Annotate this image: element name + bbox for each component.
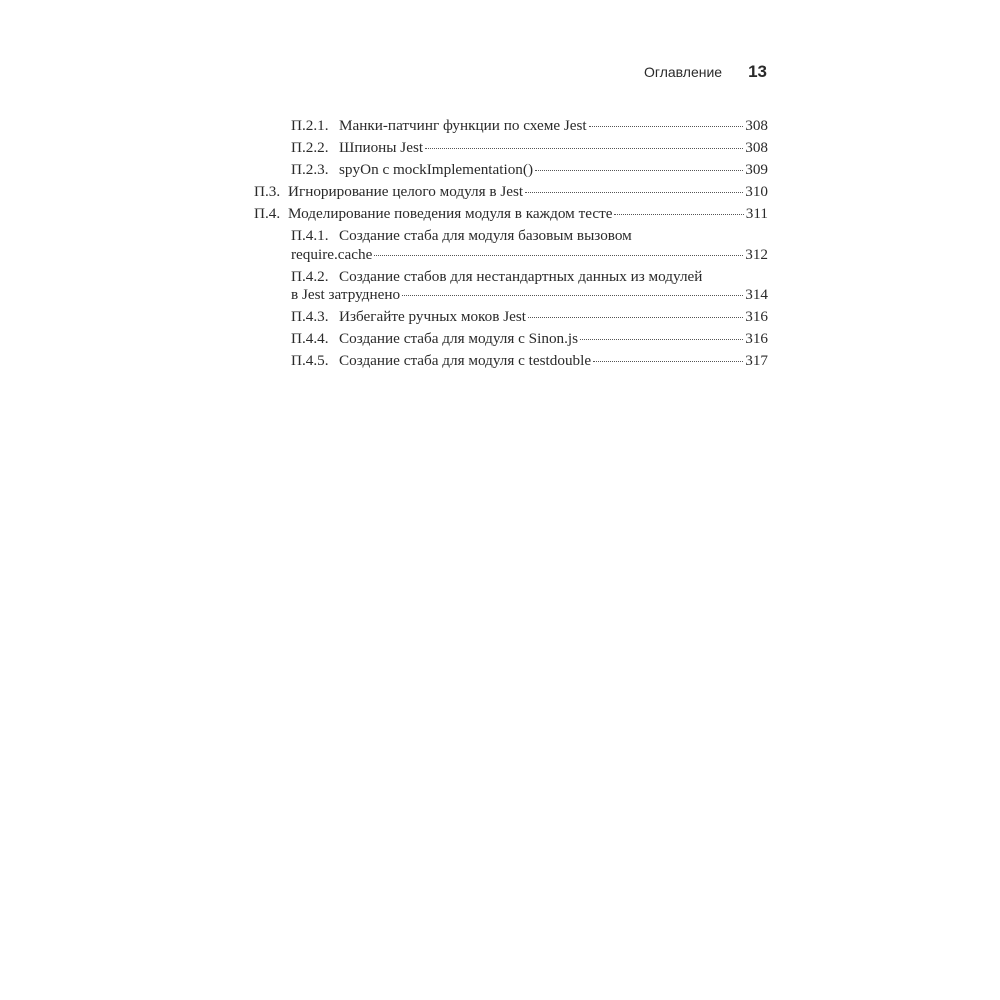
toc-entry-number: П.4.3. <box>291 308 329 325</box>
dot-leader <box>402 294 743 296</box>
toc-entry-page: 312 <box>745 245 768 263</box>
toc-entry-page: 308 <box>745 117 768 134</box>
dot-leader <box>593 360 743 362</box>
toc-entry-p-3 <box>254 183 768 202</box>
toc-entry-p-4-1-continuation <box>254 246 768 265</box>
toc-entry-title-line-1: Создание стабов для нестандартных данных из модулей <box>339 267 703 285</box>
toc-entry-title: Моделирование поведения модуля в каждом тесте <box>288 205 613 222</box>
toc-entry-p-4 <box>254 205 768 224</box>
toc-entry-p-2-2 <box>254 139 768 158</box>
toc-entry-title-line-1: Создание стаба для модуля базовым вызовом <box>339 227 632 244</box>
table-of-contents <box>254 117 768 371</box>
dot-leader <box>535 169 743 171</box>
toc-entry-number: П.3. <box>254 183 281 200</box>
toc-entry-p-4-3 <box>254 308 768 327</box>
toc-entry-title: Шпионы Jest <box>339 139 424 156</box>
toc-entry-number: П.4.4. <box>291 330 329 347</box>
toc-entry-page: 308 <box>745 139 768 156</box>
toc-entry-title: Манки-патчинг функции по схеме Jest <box>339 117 587 134</box>
toc-entry-title: Создание стаба для модуля с testdouble <box>339 352 592 369</box>
dot-leader <box>614 213 743 215</box>
toc-entry-title-line-2: require.cache <box>291 245 373 263</box>
toc-entry-page: 310 <box>745 183 768 200</box>
toc-entry-number: П.2.1. <box>291 117 329 134</box>
toc-entry-p-2-3 <box>254 161 768 180</box>
toc-entry-page: 309 <box>745 161 768 178</box>
dot-leader <box>580 338 743 340</box>
toc-entry-page: 316 <box>745 308 768 325</box>
page-number: 13 <box>748 62 767 81</box>
toc-entry-number: П.4.2. <box>291 267 329 285</box>
running-head <box>644 62 767 82</box>
dot-leader <box>374 254 743 256</box>
toc-entry-number: П.4.5. <box>291 352 329 369</box>
toc-entry-page: 317 <box>745 352 768 369</box>
toc-entry-page: 314 <box>745 286 768 303</box>
toc-entry-number: П.4.1. <box>291 227 329 244</box>
toc-entry-p-4-2-continuation <box>254 286 768 305</box>
toc-entry-page: 311 <box>745 205 768 222</box>
dot-leader <box>589 125 744 127</box>
toc-entry-title: Создание стаба для модуля с Sinon.js <box>339 330 579 347</box>
toc-entry-page: 316 <box>745 330 768 347</box>
dot-leader <box>528 316 743 318</box>
toc-entry-p-4-4 <box>254 330 768 349</box>
toc-entry-number: П.2.3. <box>291 161 329 178</box>
toc-entry-p-4-1 <box>254 227 768 246</box>
toc-entry-number: П.2.2. <box>291 139 329 156</box>
toc-entry-title: Игнорирование целого модуля в Jest <box>288 183 524 200</box>
toc-entry-p-2-1 <box>254 117 768 136</box>
dot-leader <box>425 147 743 149</box>
dot-leader <box>525 191 743 193</box>
toc-entry-title-line-2: в Jest затруднено <box>291 286 401 303</box>
toc-entry-p-4-5 <box>254 352 768 371</box>
section-title: Оглавление <box>644 64 723 80</box>
toc-entry-title: Избегайте ручных моков Jest <box>339 308 527 325</box>
toc-entry-title: spyOn с mockImplementation() <box>339 161 534 178</box>
toc-entry-p-4-2 <box>254 268 768 287</box>
toc-entry-number: П.4. <box>254 205 281 222</box>
